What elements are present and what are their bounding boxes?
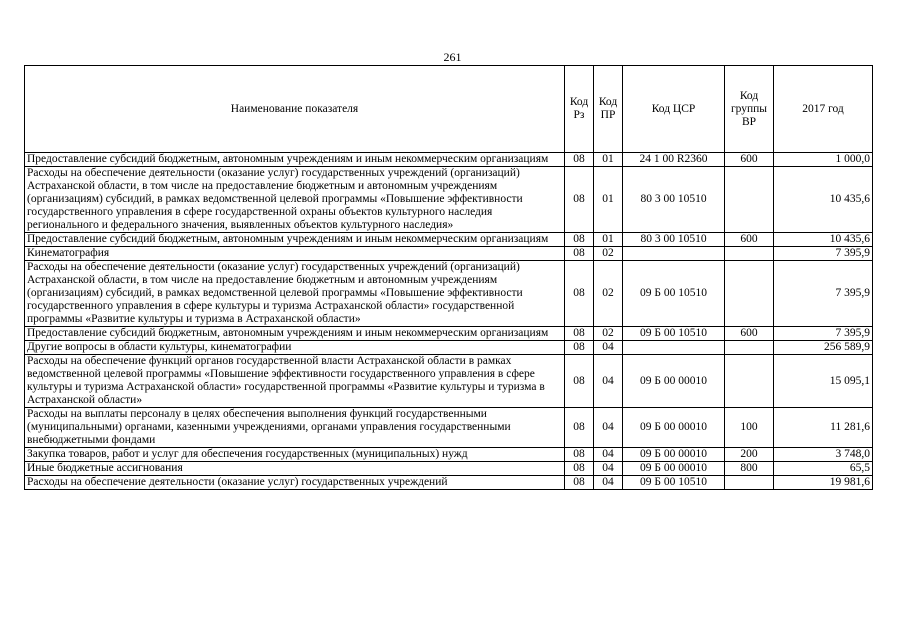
row-rz: 08 — [565, 261, 594, 327]
row-name: Расходы на выплаты персоналу в целях обеспечения выполнения функций государственными (муниципальными) органами, казенными учреждениями, органами управления государственными внебюджетными фондами — [25, 408, 565, 448]
row-pr: 04 — [594, 476, 623, 490]
row-name: Предоставление субсидий бюджетным, автономным учреждениям и иным некоммерческим организациям — [25, 233, 565, 247]
row-csr: 80 3 00 10510 — [623, 233, 725, 247]
row-amount: 1 000,0 — [774, 153, 873, 167]
row-rz: 08 — [565, 408, 594, 448]
table-row — [25, 233, 873, 247]
header-vr: Код группы ВР — [725, 66, 774, 153]
row-name: Закупка товаров, работ и услуг для обеспечения государственных (муниципальных) нужд — [25, 448, 565, 462]
row-csr: 09 Б 00 00010 — [623, 355, 725, 408]
row-rz: 08 — [565, 167, 594, 233]
table-header — [25, 66, 873, 153]
table-row — [25, 462, 873, 476]
row-rz: 08 — [565, 233, 594, 247]
budget-table — [24, 65, 873, 490]
row-vr — [725, 355, 774, 408]
row-name: Предоставление субсидий бюджетным, автономным учреждениям и иным некоммерческим организациям — [25, 327, 565, 341]
table-row — [25, 476, 873, 490]
row-name: Кинематография — [25, 247, 565, 261]
row-amount: 65,5 — [774, 462, 873, 476]
table-row — [25, 408, 873, 448]
row-csr: 09 Б 00 10510 — [623, 476, 725, 490]
row-name: Расходы на обеспечение деятельности (оказание услуг) государственных учреждений (организаций) Астраханской области, в том числе на предоставление бюджетным и автономным учреждениям (организациям) субсидий, в рамках ведомственной целевой программы «Повышение эффективности государственного управления в сфере государственной охраны объектов культурного наследия регионального и федерального значения, выявленных объектов культурного наследия» — [25, 167, 565, 233]
row-csr: 80 3 00 10510 — [623, 167, 725, 233]
row-pr: 04 — [594, 408, 623, 448]
row-name: Расходы на обеспечение деятельности (оказание услуг) государственных учреждений — [25, 476, 565, 490]
row-pr: 01 — [594, 233, 623, 247]
table-row — [25, 341, 873, 355]
row-rz: 08 — [565, 462, 594, 476]
row-csr — [623, 341, 725, 355]
row-rz: 08 — [565, 247, 594, 261]
row-pr: 04 — [594, 462, 623, 476]
row-name: Расходы на обеспечение деятельности (оказание услуг) государственных учреждений (организаций) Астраханской области, в том числе на предоставление бюджетным и автономным учреждениям (организациям) субсидий, в рамках ведомственной целевой программы «Повышение эффективности государственного управления в сфере культуры и туризма Астраханской области» государственной программы «Развитие культуры и туризма в Астраханской области» — [25, 261, 565, 327]
row-vr — [725, 167, 774, 233]
table-row — [25, 153, 873, 167]
table-row — [25, 327, 873, 341]
row-amount: 7 395,9 — [774, 261, 873, 327]
row-vr — [725, 341, 774, 355]
header-year: 2017 год — [774, 66, 873, 153]
row-csr: 09 Б 00 10510 — [623, 261, 725, 327]
row-amount: 10 435,6 — [774, 167, 873, 233]
row-amount: 15 095,1 — [774, 355, 873, 408]
header-pr: Код ПР — [594, 66, 623, 153]
row-amount: 256 589,9 — [774, 341, 873, 355]
row-amount: 10 435,6 — [774, 233, 873, 247]
row-csr: 09 Б 00 00010 — [623, 408, 725, 448]
table-row — [25, 261, 873, 327]
row-pr: 01 — [594, 167, 623, 233]
row-vr: 100 — [725, 408, 774, 448]
header-csr: Код ЦСР — [623, 66, 725, 153]
row-rz: 08 — [565, 341, 594, 355]
row-amount: 7 395,9 — [774, 327, 873, 341]
row-vr — [725, 476, 774, 490]
row-rz: 08 — [565, 327, 594, 341]
row-csr: 24 1 00 R2360 — [623, 153, 725, 167]
row-csr: 09 Б 00 00010 — [623, 462, 725, 476]
table-row — [25, 448, 873, 462]
row-rz: 08 — [565, 153, 594, 167]
row-name: Предоставление субсидий бюджетным, автономным учреждениям и иным некоммерческим организациям — [25, 153, 565, 167]
row-amount: 7 395,9 — [774, 247, 873, 261]
row-csr: 09 Б 00 00010 — [623, 448, 725, 462]
row-vr: 200 — [725, 448, 774, 462]
row-vr: 600 — [725, 233, 774, 247]
row-csr — [623, 247, 725, 261]
row-csr: 09 Б 00 10510 — [623, 327, 725, 341]
row-pr: 02 — [594, 247, 623, 261]
row-pr: 04 — [594, 355, 623, 408]
row-amount: 3 748,0 — [774, 448, 873, 462]
row-vr: 800 — [725, 462, 774, 476]
row-rz: 08 — [565, 476, 594, 490]
row-amount: 11 281,6 — [774, 408, 873, 448]
row-vr — [725, 247, 774, 261]
table-row — [25, 355, 873, 408]
row-pr: 01 — [594, 153, 623, 167]
row-rz: 08 — [565, 355, 594, 408]
row-pr: 04 — [594, 341, 623, 355]
row-vr: 600 — [725, 327, 774, 341]
row-vr — [725, 261, 774, 327]
row-pr: 04 — [594, 448, 623, 462]
row-amount: 19 981,6 — [774, 476, 873, 490]
row-rz: 08 — [565, 448, 594, 462]
table-row — [25, 247, 873, 261]
header-name: Наименование показателя — [25, 66, 565, 153]
row-pr: 02 — [594, 327, 623, 341]
table-row — [25, 167, 873, 233]
page-number: 261 — [443, 50, 462, 64]
row-pr: 02 — [594, 261, 623, 327]
header-rz: Код Рз — [565, 66, 594, 153]
row-name: Расходы на обеспечение функций органов государственной власти Астраханской области в рамках ведомственной целевой программы «Повышение эффективности государственного управления в сфере культуры и туризма Астраханской области» государственной программы «Развитие культуры и туризма в Астраханской области» — [25, 355, 565, 408]
row-name: Иные бюджетные ассигнования — [25, 462, 565, 476]
table-body — [25, 153, 873, 490]
row-name: Другие вопросы в области культуры, кинематографии — [25, 341, 565, 355]
row-vr: 600 — [725, 153, 774, 167]
